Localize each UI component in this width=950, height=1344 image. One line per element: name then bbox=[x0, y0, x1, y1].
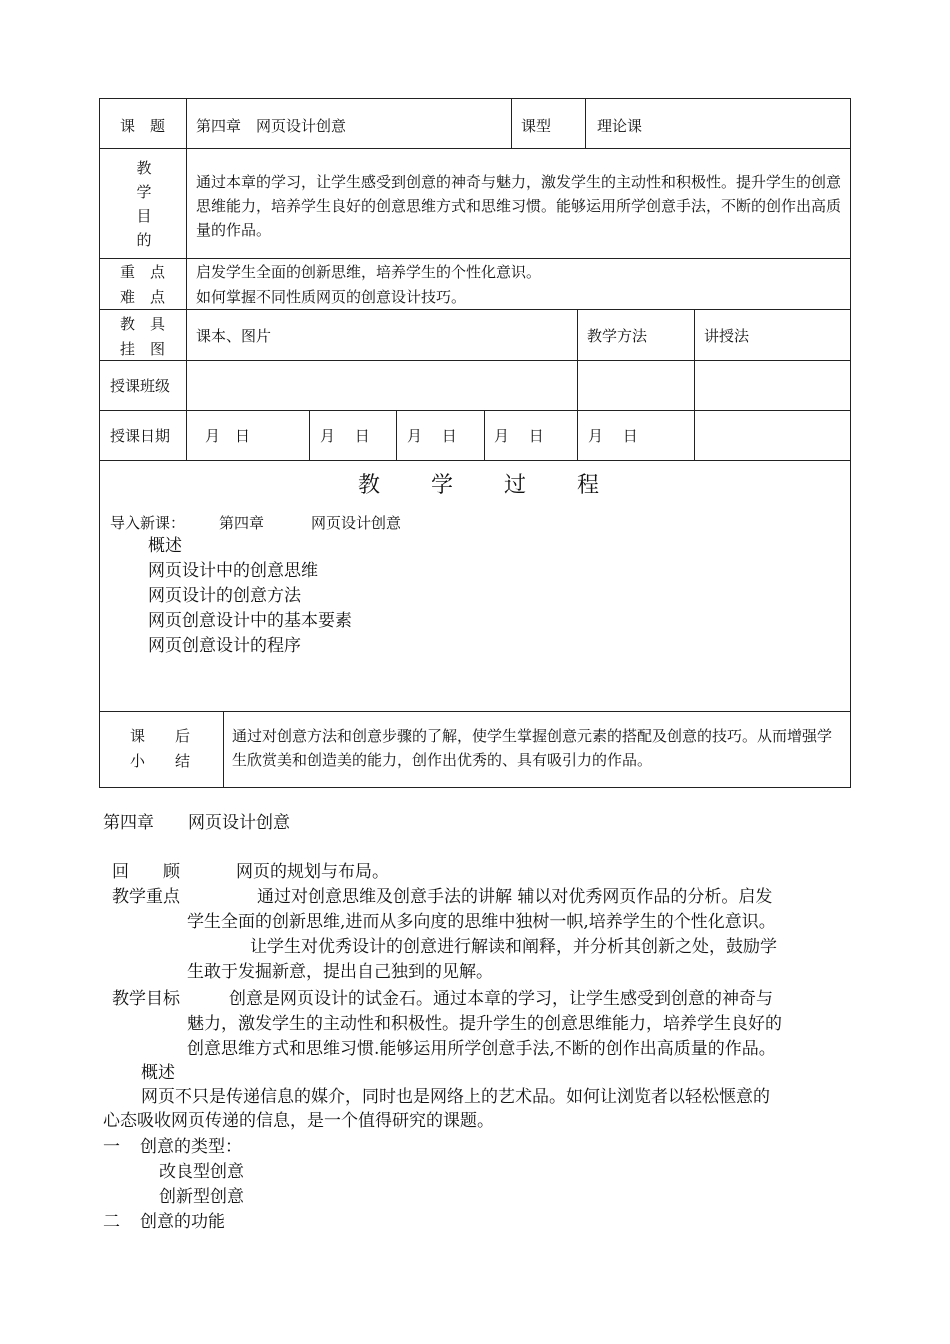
overview-line: 网页不只是传递信息的媒介，同时也是网络上的艺术品。如何让浏览者以轻松惬意的 bbox=[141, 1087, 770, 1107]
difficult-point-label: 难 点 bbox=[120, 288, 166, 306]
summary-text: 通过对创意方法和创意步骤的了解，使学生掌握创意元素的搭配及创意的技巧。从而增强学生欣赏美和创造美的能力，创作出优秀的、具有吸引力的作品。 bbox=[232, 727, 833, 769]
focus-paragraph-1-rest: 学生全面的创新思维,进而从多向度的思维中独树一帜,培养学生的个性化意识。 bbox=[187, 912, 776, 932]
table-col-divider bbox=[223, 711, 224, 788]
outline-item: 网页设计中的创意思维 bbox=[148, 561, 318, 581]
wall-chart-label: 挂 图 bbox=[120, 340, 166, 358]
lesson-type-label: 课型 bbox=[521, 117, 552, 135]
table-row-divider bbox=[99, 309, 851, 310]
goal-line: 创意是网页设计的试金石。通过本章的学习，让学生感受到创意的神奇与 bbox=[229, 989, 773, 1009]
topic-label: 课 题 bbox=[120, 117, 166, 135]
outline-item: 网页创意设计中的基本要素 bbox=[148, 611, 352, 631]
table-row-divider bbox=[99, 410, 851, 411]
goal-line: 创意思维方式和思维习惯.能够运用所学创意手法,不断的创作出高质量的作品。 bbox=[187, 1039, 776, 1059]
intro-label: 导入新课： bbox=[110, 514, 186, 532]
table-col-divider bbox=[186, 98, 187, 460]
intro-title: 网页设计创意 bbox=[311, 514, 402, 532]
date-cell: 月 日 bbox=[205, 427, 251, 445]
focus-paragraph-1-line1: 通过对创意思维及创意手法的讲解 辅以对优秀网页作品的分析。启发 bbox=[257, 887, 773, 907]
section-1-item: 创新型创意 bbox=[159, 1187, 244, 1207]
table-col-divider bbox=[484, 410, 485, 460]
outline-item: 网页创意设计的程序 bbox=[148, 636, 301, 656]
section-1-title: 创意的类型： bbox=[140, 1137, 242, 1157]
intro-chapter: 第四章 bbox=[219, 514, 265, 532]
table-col-divider bbox=[511, 98, 512, 148]
table-col-divider bbox=[309, 410, 310, 460]
goal-text: 通过本章的学习，让学生感受到创意的神奇与魅力，激发学生的主动性和积极性。提升学生的创意思维能力，培养学生良好的创意思维方式和思维习惯。能够运用所学创意手法，不断的创作出高质量的作品。 bbox=[196, 173, 842, 239]
outline-item: 网页设计的创意方法 bbox=[148, 586, 301, 606]
table-row-divider bbox=[99, 258, 851, 259]
teaching-aids-label: 教 具 bbox=[120, 315, 166, 333]
table-col-divider bbox=[694, 309, 695, 460]
overview-heading: 概述 bbox=[141, 1063, 175, 1083]
outline-item: 概述 bbox=[148, 536, 182, 556]
summary-label-line2: 小 结 bbox=[130, 752, 191, 770]
focus-label: 教学重点 bbox=[112, 887, 180, 907]
section-1-item: 改良型创意 bbox=[159, 1162, 244, 1182]
section-1-number: 一 bbox=[103, 1137, 120, 1157]
topic-value: 第四章 网页设计创意 bbox=[196, 117, 347, 135]
section-2-number: 二 bbox=[103, 1212, 120, 1232]
table-row-divider bbox=[99, 360, 851, 361]
date-cell: 月 日 bbox=[494, 427, 544, 445]
table-row-divider bbox=[99, 711, 851, 712]
table-col-divider bbox=[396, 410, 397, 460]
overview-line: 心态吸收网页传递的信息，是一个值得研究的课题。 bbox=[103, 1111, 494, 1131]
focus-paragraph-2-line1: 让学生对优秀设计的创意进行解读和阐释，并分析其创新之处，鼓励学 bbox=[250, 937, 777, 957]
teaching-method-value: 讲授法 bbox=[704, 327, 750, 345]
teaching-aids-value: 课本、图片 bbox=[196, 327, 272, 345]
goal-label: 教 学 目 的 bbox=[136, 159, 152, 249]
lesson-type-value: 理论课 bbox=[597, 117, 643, 135]
key-point-label: 重 点 bbox=[120, 263, 166, 281]
process-heading: 教 学 过 程 bbox=[358, 473, 600, 498]
key-point-text: 启发学生全面的创新思维，培养学生的个性化意识。 bbox=[196, 263, 542, 281]
table-col-divider bbox=[577, 309, 578, 460]
date-label: 授课日期 bbox=[110, 427, 171, 445]
focus-paragraph-2-rest: 生敢于发掘新意，提出自己独到的见解。 bbox=[187, 962, 493, 982]
table-row-divider bbox=[99, 460, 851, 461]
section-2-title: 创意的功能 bbox=[140, 1212, 225, 1232]
teaching-method-label: 教学方法 bbox=[587, 327, 648, 345]
review-label: 回 顾 bbox=[112, 862, 180, 882]
date-cell: 月 日 bbox=[320, 427, 370, 445]
difficult-point-text: 如何掌握不同性质网页的创意设计技巧。 bbox=[196, 288, 467, 306]
table-row-divider bbox=[99, 148, 851, 149]
chapter-title: 第四章 网页设计创意 bbox=[103, 813, 290, 833]
date-cell: 月 日 bbox=[407, 427, 457, 445]
table-col-divider bbox=[585, 98, 586, 148]
class-label: 授课班级 bbox=[110, 377, 171, 395]
date-cell: 月 日 bbox=[588, 427, 638, 445]
summary-label-line1: 课 后 bbox=[130, 727, 191, 745]
goal-label-body: 教学目标 bbox=[112, 989, 180, 1009]
goal-line: 魅力，激发学生的主动性和积极性。提升学生的创意思维能力，培养学生良好的 bbox=[187, 1014, 782, 1034]
review-text: 网页的规划与布局。 bbox=[236, 862, 389, 882]
